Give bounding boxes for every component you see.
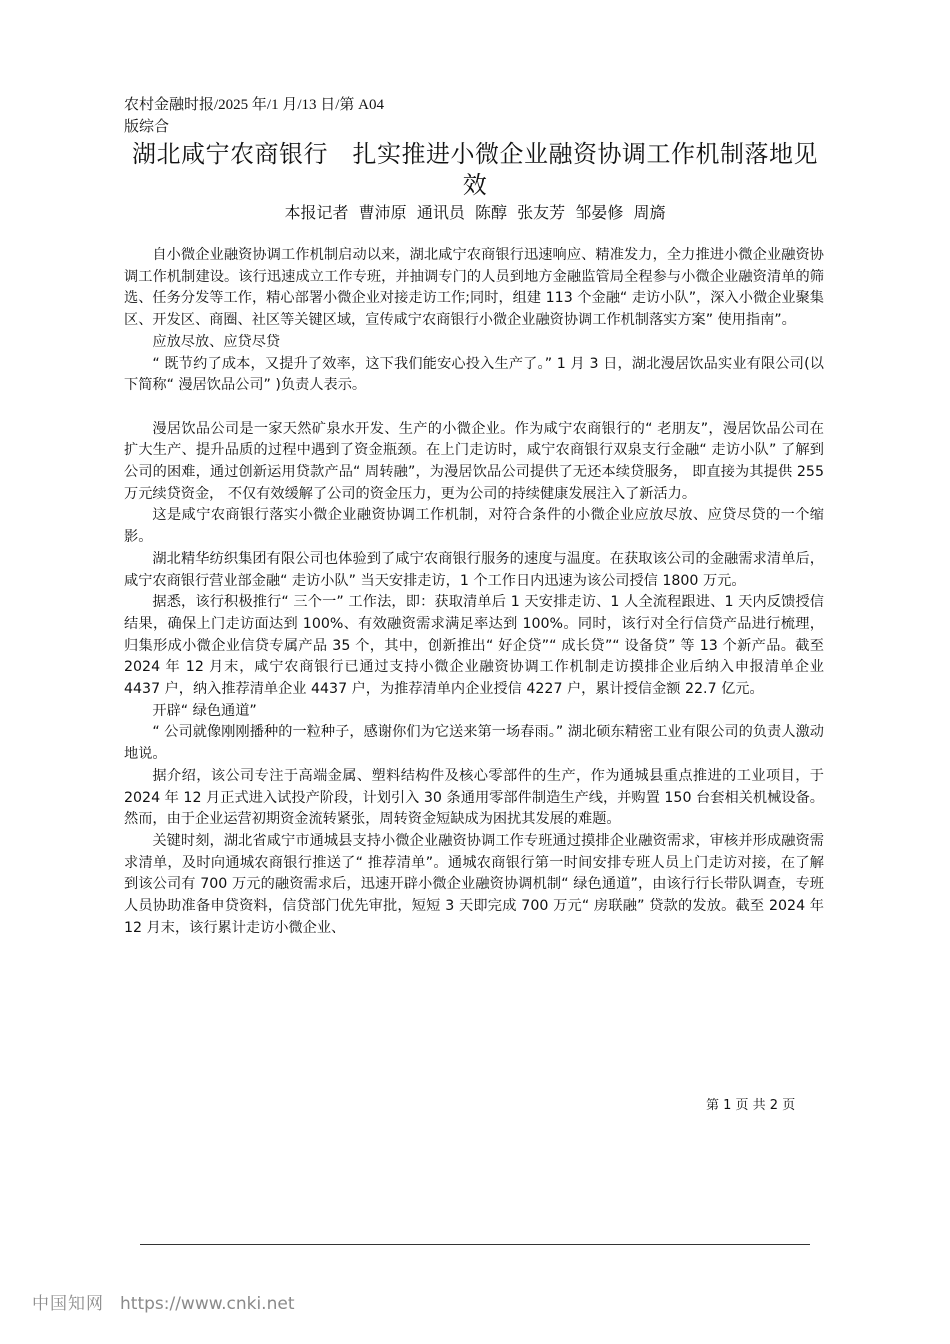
article-title: 湖北咸宁农商银行 扎实推进小微企业融资协调工作机制落地见效	[132, 140, 818, 199]
article-byline: 本报记者 曹沛原 通讯员 陈醇 张友芳 邹晏修 周旖	[284, 203, 666, 222]
watermark-url: https://www.cnki.net	[120, 1294, 295, 1314]
paragraph: 关键时刻，湖北省咸宁市通城县支持小微企业融资协调工作专班通过摸排企业融资需求，审核并形成融资需求清单，及时向通城农商银行推送了“ 推荐清单”。通城农商银行第一时间安排专班人员上门走访对接，在了解到该公司有 700 万元的融资需求后，迅速开辟小微企业融资协调机制“ 绿色通道”，由该行行长带队调查，专班人员协助准备申贷资料，信贷部门优先审批，短短 3 天即完成 700 万元“ 房联融” 贷款的发放。截至 2024 年 12 月末，该行累计走访小微企业、	[124, 832, 824, 936]
paragraph: 自小微企业融资协调工作机制启动以来，湖北咸宁农商银行迅速响应、精准发力，全力推进小微企业融资协调工作机制建设。该行迅速成立工作专班，并抽调专门的人员到地方金融监管局全程参与小微企业融资清单的筛选、任务分发等工作，精心部署小微企业对接走访工作;同时，组建 113 个金融“ 走访小队”，深入小微企业聚集区、开发区、商圈、社区等关键区域，宣传咸宁农商银行小微企业融资协调工作机制落实方案” 使用指南”。	[124, 247, 824, 329]
watermark-brand: 中国知网	[32, 1294, 104, 1314]
paragraph: “ 既节约了成本，又提升了效率，这下我们能安心投入生产了。” 1 月 3 日，湖北漫居饮品实业有限公司(以下简称“ 漫居饮品公司” )负责人表示。	[124, 355, 824, 394]
footer-divider	[140, 1244, 810, 1245]
publication-source: 农村金融时报/2025 年/1 月/13 日/第 A04 版综合	[124, 97, 385, 135]
paragraph: 这是咸宁农商银行落实小微企业融资协调工作机制，对符合条件的小微企业应放尽放、应贷尽贷的一个缩影。	[124, 507, 824, 546]
paragraph: 据悉，该行积极推行“ 三个一” 工作法，即：获取清单后 1 天安排走访、1 人全流程跟进、1 天内反馈授信结果，确保上门走访面达到 100%、有效融资需求满足率达到 100%。同时，该行对全行信贷产品进行梳理，归集形成小微企业信贷专属产品 35 个，其中，创新推出“ 好企贷”“ 成长贷”“ 设备贷” 等 13 个新产品。截至 2024 年 12 月末，咸宁农商银行已通过支持小微企业融资协调工作机制走访摸排企业后纳入申报清单企业 4437 户，纳入推荐清单企业 4437 户，为推荐清单内企业授信 4227 户，累计授信金额 22.7 亿元。	[124, 594, 824, 698]
article-body	[124, 245, 824, 939]
page-number: 第 1 页 共 2 页	[706, 1098, 796, 1113]
paragraph: “ 公司就像刚刚播种的一粒种子，感谢你们为它送来第一场春雨。” 湖北硕东精密工业有限公司的负责人激动地说。	[124, 724, 824, 763]
cnki-watermark	[32, 1292, 294, 1316]
paragraph: 据介绍，该公司专注于高端金属、塑料结构件及核心零部件的生产，作为通城县重点推进的工业项目，于 2024 年 12 月正式进入试投产阶段，计划引入 30 条通用零部件制造生产线，并购置 150 台套相关机械设备。然而，由于企业运营初期资金流转紧张，周转资金短缺成为困扰其发展的难题。	[124, 767, 824, 828]
paragraph: 湖北精华纺织集团有限公司也体验到了咸宁农商银行服务的速度与温度。在获取该公司的金融需求清单后，咸宁农商银行营业部金融“ 走访小队” 当天安排走访，1 个工作日内迅速为该公司授信 1800 万元。	[124, 550, 824, 589]
section-subheading: 应放尽放、应贷尽贷	[152, 333, 281, 350]
section-subheading: 开辟“ 绿色通道”	[152, 702, 257, 719]
paragraph: 漫居饮品公司是一家天然矿泉水开发、生产的小微企业。作为咸宁农商银行的“ 老朋友”，漫居饮品公司在扩大生产、提升品质的过程中遇到了资金瓶颈。在上门走访时，咸宁农商银行双泉支行金融“ 走访小队” 了解到公司的困难，通过创新运用贷款产品“ 周转融”，为漫居饮品公司提供了无还本续贷服务， 即直接为其提供 255 万元续贷资金， 不仅有效缓解了公司的资金压力，更为公司的持续健康发展注入了新活力。	[124, 420, 824, 502]
